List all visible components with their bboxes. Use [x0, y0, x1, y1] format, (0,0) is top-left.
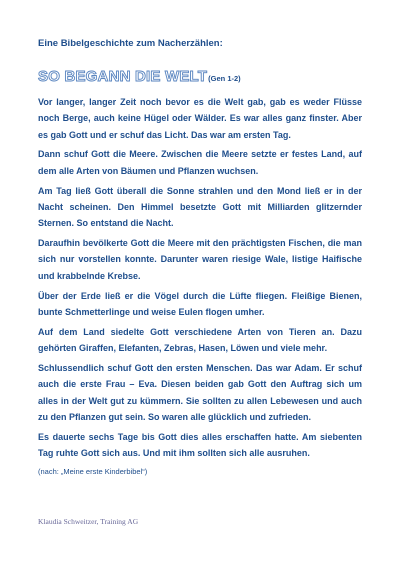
- story-title: SO BEGANN DIE WELT: [38, 68, 208, 85]
- paragraph: Auf dem Land siedelte Gott verschiedene Arten von Tieren an. Dazu gehörten Giraffen, Elefanten, Zebras, Hasen, Löwen und viele mehr.: [38, 326, 362, 354]
- paragraph: Es dauerte sechs Tage bis Gott dies alles erschaffen hatte. Am siebenten Tag ruhte Gott sich aus. Und mit ihm sollten sich alle ausruhen.: [38, 431, 362, 459]
- paragraph: Daraufhin bevölkerte Gott die Meere mit den prächtigsten Fischen, die man sich nur vorstellen konnte. Darunter waren riesige Wale, listige Haifische und krabbelnde Krebse.: [38, 238, 362, 281]
- paragraph: Über der Erde ließ er die Vögel durch die Lüfte fliegen. Fleißige Bienen, bunte Schmetterlinge und weise Eulen flogen umher.: [38, 290, 362, 317]
- paragraph: Dann schuf Gott die Meere. Zwischen die Meere setzte er festes Land, auf dem alle Arten von Bäumen und Pflanzen wuchsen.: [38, 149, 362, 176]
- bible-reference: (Gen 1-2): [208, 74, 241, 83]
- paragraph: Vor langer, langer Zeit noch bevor es die Welt gab, gab es weder Flüsse noch Berge, auch keine Hügel oder Wälder. Es war alles ganz finster. Aber es gab Gott und er schuf das Licht. Das war am ersten Tag.: [38, 97, 362, 140]
- source-note: (nach: „Meine erste Kinderbibel“): [38, 466, 148, 476]
- paragraph: Schlussendlich schuf Gott den ersten Menschen. Das war Adam. Er schuf auch die erste Frau – Eva. Diesen beiden gab Gott den Auftrag sich um alles in der Welt gut zu kümmern. Sie sollten zu allen Lebewesen und auch zu den Pflanzen gut sein. So waren alle glücklich und zufrieden.: [38, 363, 362, 422]
- paragraph: Am Tag ließ Gott überall die Sonne strahlen und den Mond ließ er in der Nacht scheinen. Den Himmel besetzte Gott mit Milliarden glitzernder Sternen. So entstand die Nacht.: [38, 185, 362, 229]
- page-footer: Klaudia Schweitzer, Training AG: [38, 517, 139, 526]
- intro-line: Eine Bibelgeschichte zum Nacherzählen:: [38, 38, 223, 49]
- story-body: [38, 94, 362, 479]
- title-row: [38, 68, 241, 86]
